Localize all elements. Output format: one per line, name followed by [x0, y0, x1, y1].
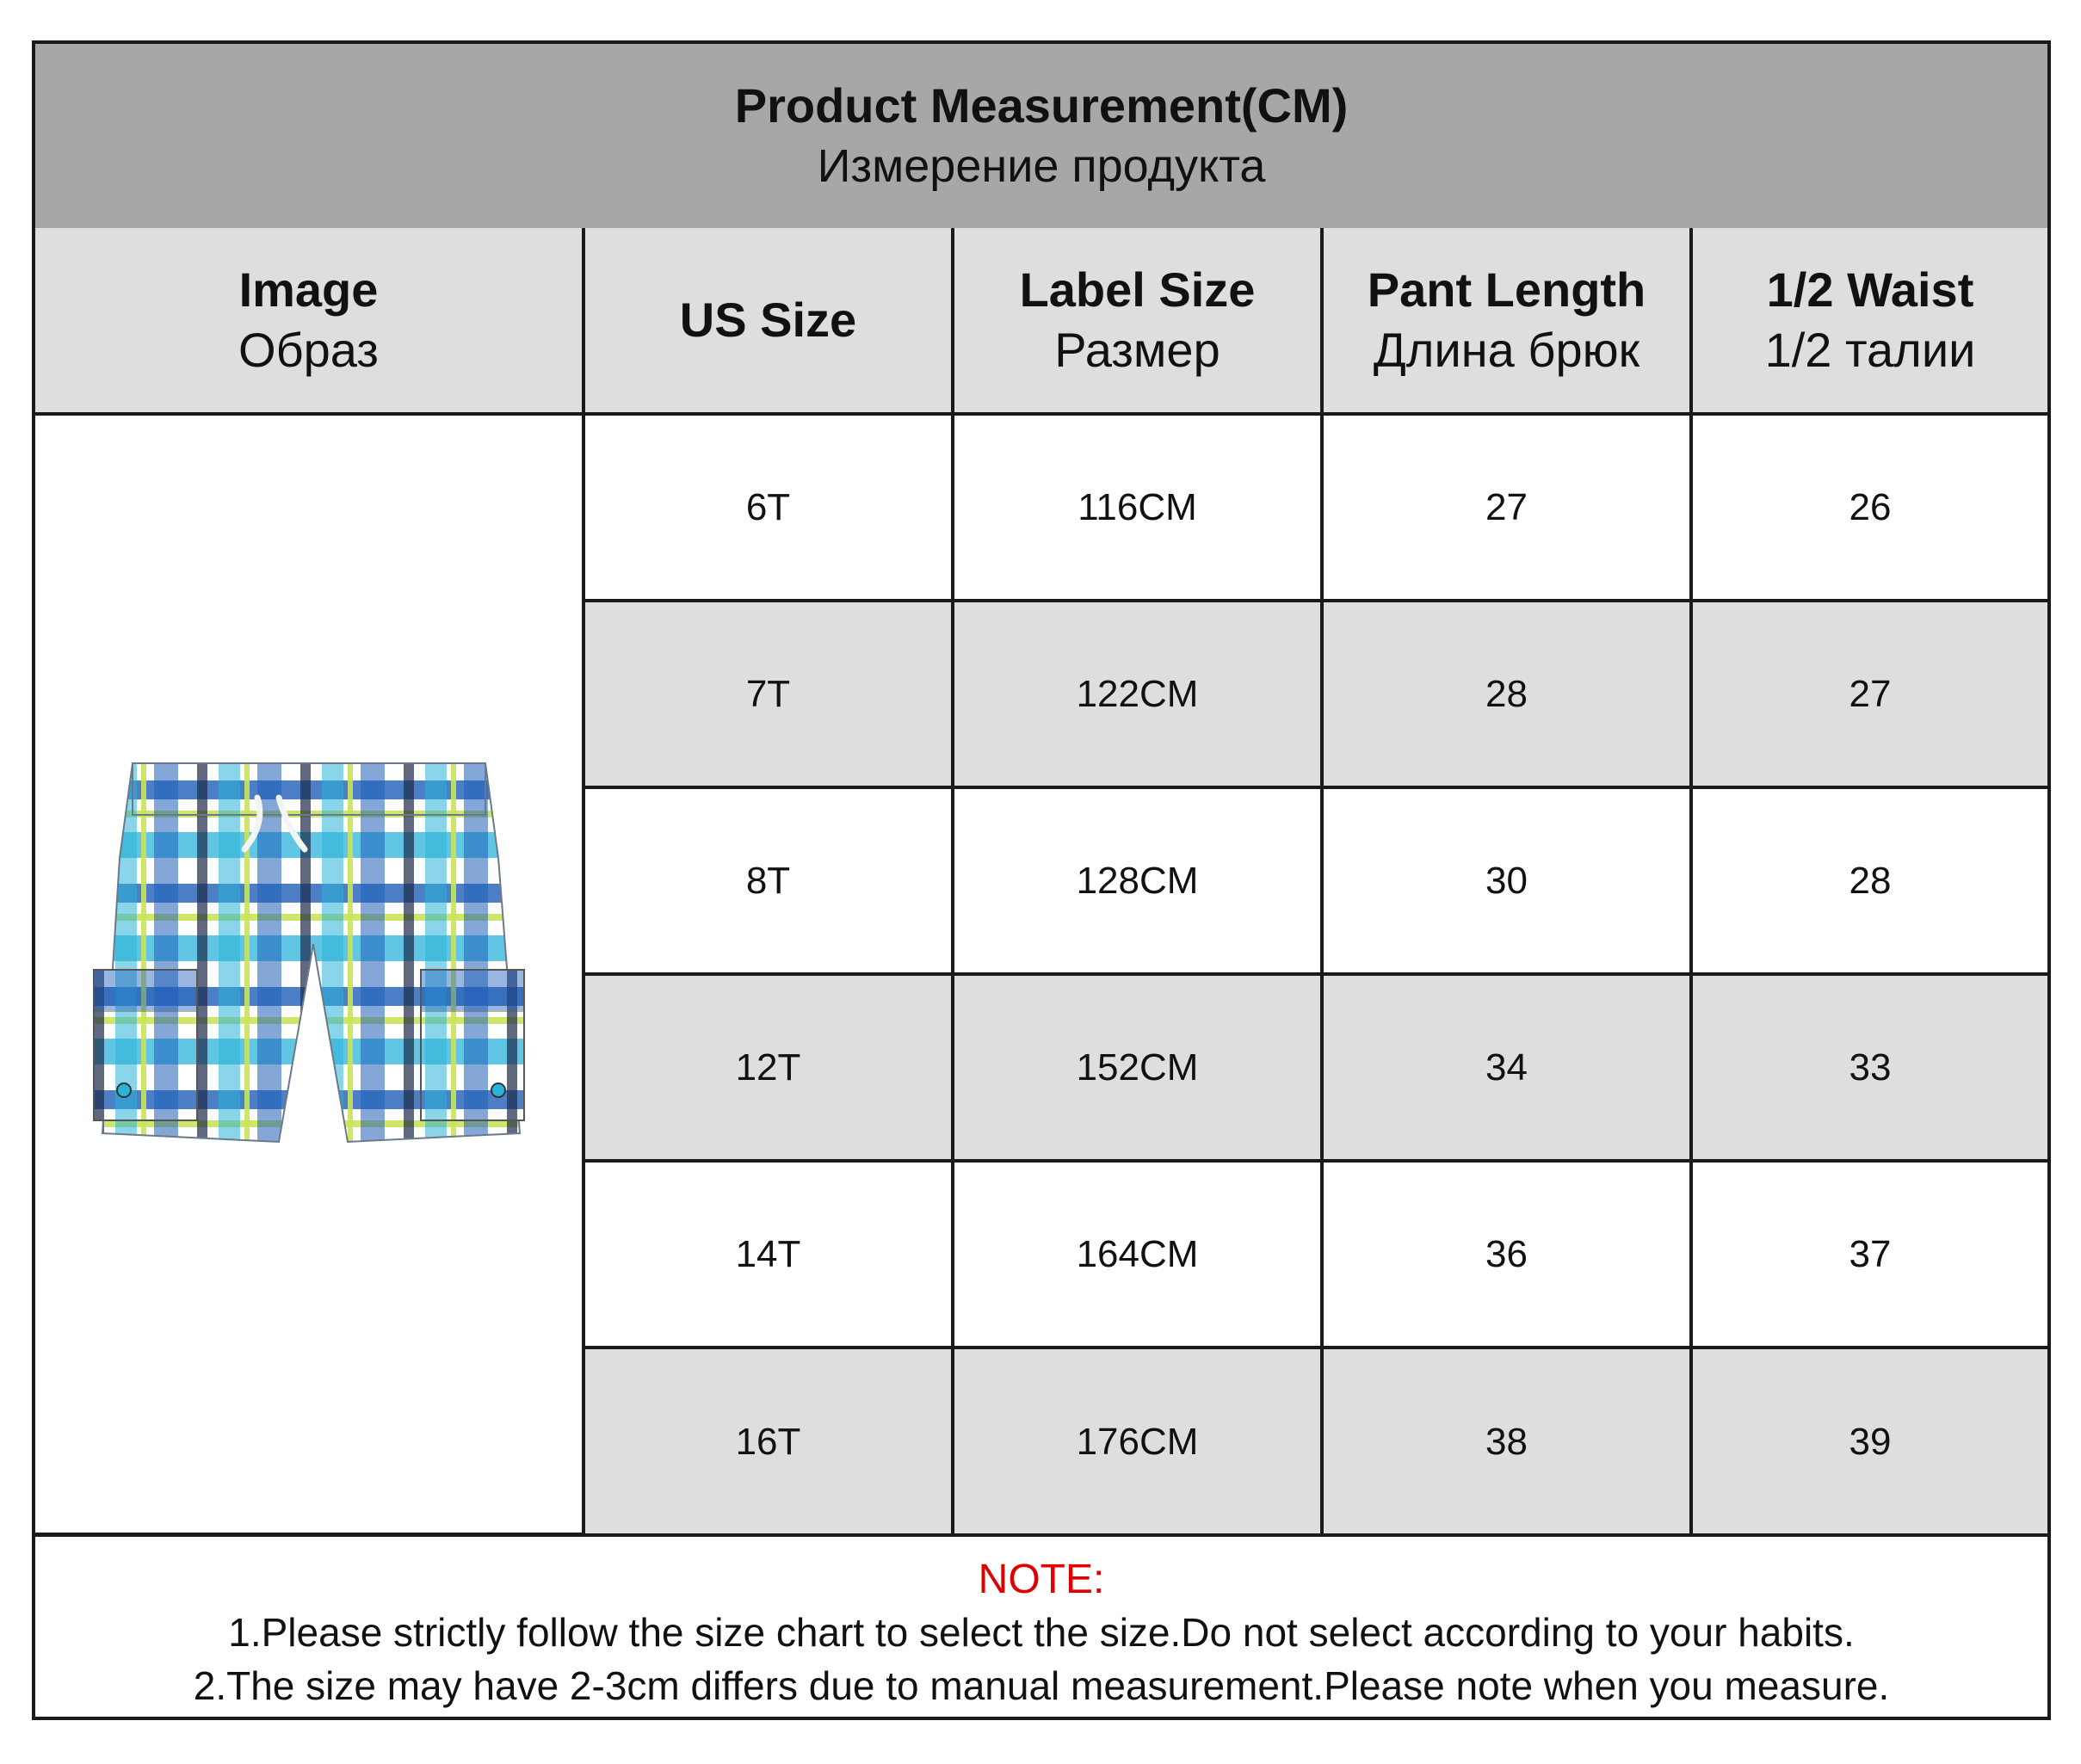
label-size-cell: 122CM [953, 601, 1322, 787]
pant-length-cell: 34 [1322, 974, 1691, 1161]
us-size-cell: 14T [584, 1161, 953, 1348]
header-half-waist-ru: 1/2 талии [1764, 323, 1976, 377]
title-english: Product Measurement(CM) [734, 78, 1349, 133]
header-label-size [953, 228, 1322, 414]
label-size-cell: 164CM [953, 1161, 1322, 1348]
pant-length-cell: 28 [1322, 601, 1691, 787]
header-label-size-ru: Размер [1054, 323, 1220, 377]
product-image-cell [35, 414, 584, 1534]
header-us-size-en: US Size [679, 293, 857, 347]
header-image-ru: Образ [238, 323, 379, 377]
half-waist-cell: 33 [1691, 974, 2047, 1161]
header-pant-length-ru: Длина брюк [1373, 323, 1640, 377]
header-label-size-en: Label Size [1019, 262, 1256, 317]
table-row [35, 414, 2047, 601]
note-line-1: 1.Please strictly follow the size chart to select the size.Do not select according to your habits. [228, 1610, 1855, 1655]
header-row [35, 228, 2047, 414]
header-image-en: Image [238, 262, 379, 317]
us-size-cell: 12T [584, 974, 953, 1161]
us-size-cell: 7T [584, 601, 953, 787]
us-size-cell: 16T [584, 1348, 953, 1534]
title-russian: Измерение продукта [817, 140, 1266, 192]
half-waist-cell: 27 [1691, 601, 2047, 787]
header-pant-length-en: Pant Length [1367, 262, 1646, 317]
pant-length-cell: 36 [1322, 1161, 1691, 1348]
pant-length-cell: 38 [1322, 1348, 1691, 1534]
us-size-cell: 6T [584, 414, 953, 601]
plaid-cargo-shorts-image [51, 729, 567, 1211]
half-waist-cell: 26 [1691, 414, 2047, 601]
note-title: NOTE: [978, 1557, 1105, 1602]
half-waist-cell: 37 [1691, 1161, 2047, 1348]
pant-length-cell: 27 [1322, 414, 1691, 601]
header-us-size [584, 228, 953, 414]
note-section [35, 1533, 2047, 1717]
header-half-waist [1691, 228, 2047, 414]
pant-length-cell: 30 [1322, 787, 1691, 974]
header-pant-length [1322, 228, 1691, 414]
title-band [35, 44, 2047, 231]
note-line-2: 2.The size may have 2-3cm differs due to manual measurement.Please note when you measure. [193, 1663, 1890, 1708]
half-waist-cell: 28 [1691, 787, 2047, 974]
label-size-cell: 116CM [953, 414, 1322, 601]
label-size-cell: 152CM [953, 974, 1322, 1161]
us-size-cell: 8T [584, 787, 953, 974]
label-size-cell: 128CM [953, 787, 1322, 974]
header-half-waist-en: 1/2 Waist [1766, 262, 1974, 317]
header-image [35, 228, 584, 414]
half-waist-cell: 39 [1691, 1348, 2047, 1534]
size-chart [32, 40, 2051, 1720]
measurement-table [35, 228, 2047, 1536]
label-size-cell: 176CM [953, 1348, 1322, 1534]
